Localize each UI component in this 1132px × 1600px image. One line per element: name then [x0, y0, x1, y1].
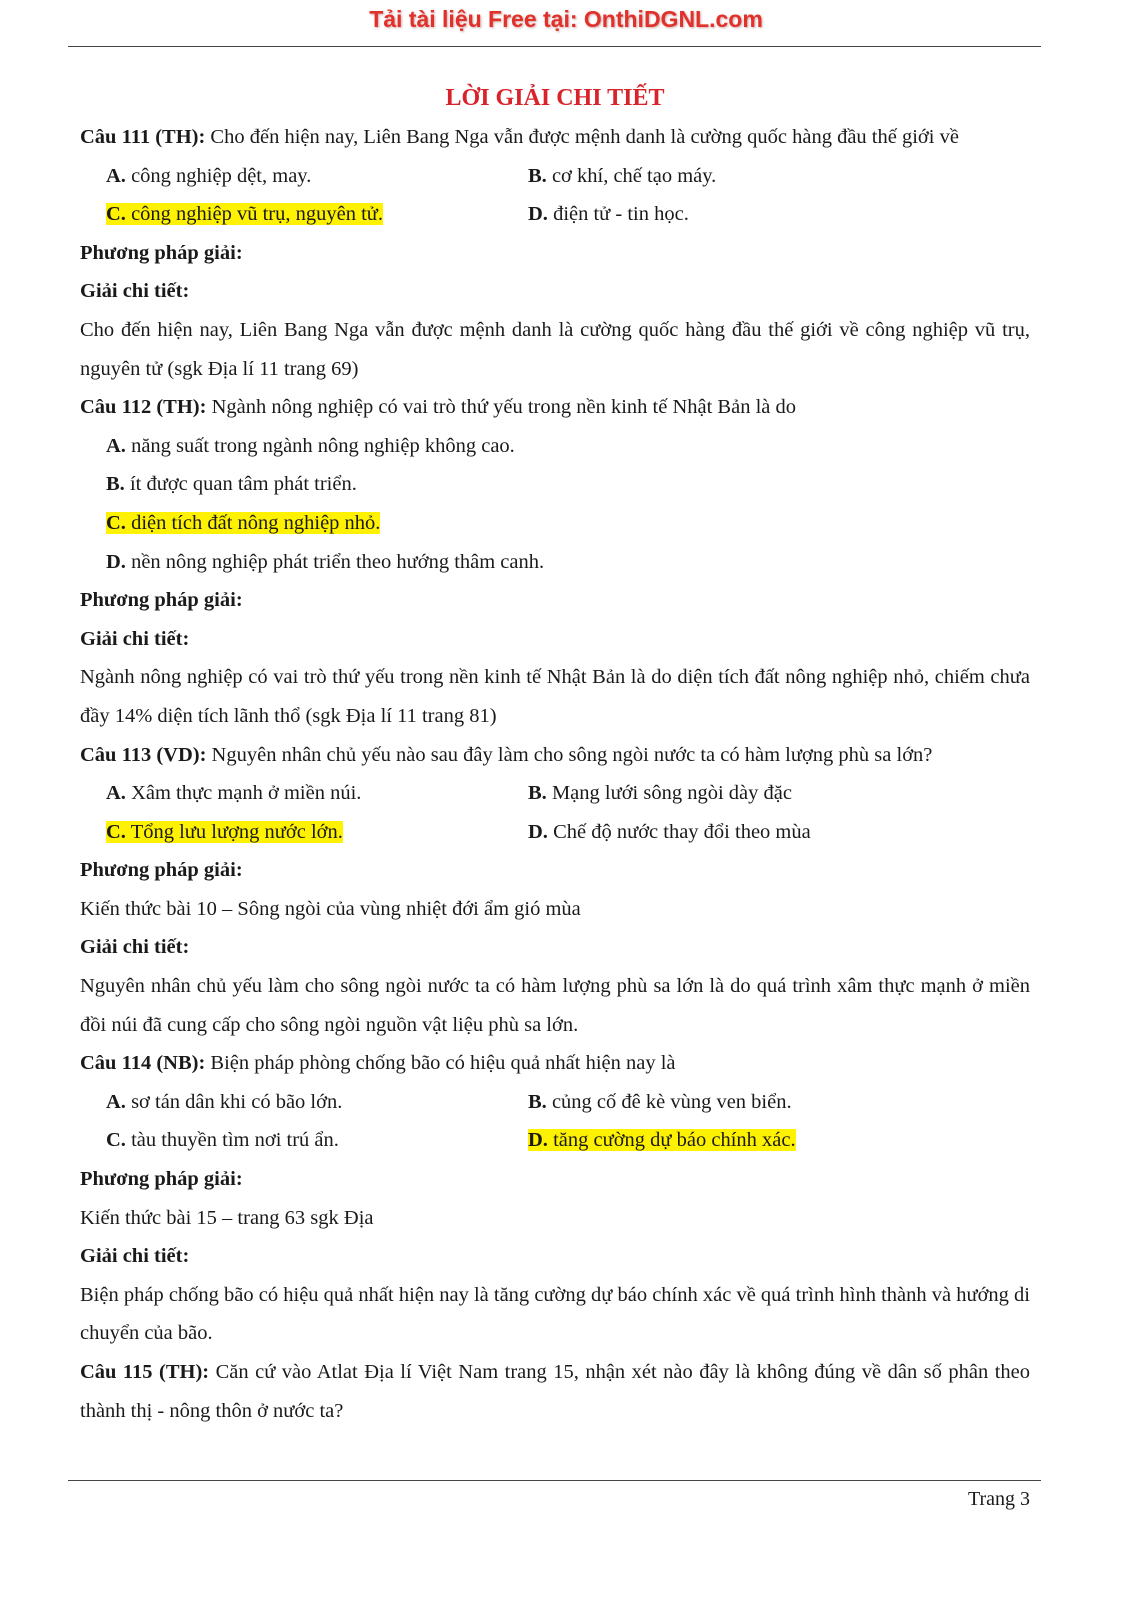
question-text: Ngành nông nghiệp có vai trò thứ yếu trong nền kinh tế Nhật Bản là do — [206, 396, 796, 419]
question-code: Câu 113 (VD): — [80, 743, 207, 766]
option-a: A. năng suất trong ngành nông nghiệp không cao. — [106, 434, 515, 457]
options-row — [80, 157, 1030, 196]
method-113: Kiến thức bài 10 – Sông ngòi của vùng nhiệt đới ẩm gió mùa — [80, 897, 581, 920]
option-c-correct: C. Tổng lưu lượng nước lớn. — [106, 820, 343, 843]
question-111 — [80, 118, 1030, 157]
option-d: D. nền nông nghiệp phát triển theo hướng thâm canh. — [106, 550, 545, 573]
page-title: LỜI GIẢI CHI TIẾT — [445, 85, 665, 111]
option-c-correct: C. diện tích đất nông nghiệp nhỏ. — [106, 511, 381, 534]
options-row — [80, 813, 1030, 852]
question-text: Cho đến hiện nay, Liên Bang Nga vẫn được mệnh danh là cường quốc hàng đầu thế giới về — [205, 126, 959, 148]
option-b: B. cơ khí, chế tạo máy. — [528, 164, 717, 187]
question-115 — [80, 1353, 1030, 1430]
question-code: Câu 111 (TH): — [80, 126, 206, 148]
page-number: Trang 3 — [967, 1488, 1030, 1510]
method-label: Phương pháp giải: — [80, 241, 243, 264]
option-d: D. điện tử - tin học. — [528, 203, 689, 226]
option-d: D. Chế độ nước thay đổi theo mùa — [528, 820, 811, 843]
question-112 — [80, 388, 1030, 427]
option-c: C. tàu thuyền tìm nơi trú ẩn. — [106, 1129, 339, 1152]
option-b: B. Mạng lưới sông ngòi dày đặc — [528, 782, 792, 805]
detail-label: Giải chi tiết: — [80, 627, 190, 650]
option-c-correct: C. công nghiệp vũ trụ, nguyên tử. — [106, 203, 384, 226]
option-b: B. ít được quan tâm phát triển. — [106, 473, 357, 496]
explanation-112: Ngành nông nghiệp có vai trò thứ yếu trong nền kinh tế Nhật Bản là do diện tích đất nông nghiệp nhỏ, chiếm chưa đầy 14% diện tích lãnh thổ (sgk Địa lí 11 trang 81) — [80, 666, 1030, 727]
header-divider — [68, 46, 1041, 47]
method-114: Kiến thức bài 15 – trang 63 sgk Địa — [80, 1206, 374, 1229]
options-row — [80, 1083, 1030, 1122]
question-114 — [80, 1044, 1030, 1083]
question-code: Câu 115 (TH): — [80, 1361, 210, 1383]
question-text: Nguyên nhân chủ yếu nào sau đây làm cho sông ngòi nước ta có hàm lượng phù sa lớn? — [206, 743, 933, 766]
explanation-114: Biện pháp chống bão có hiệu quả nhất hiện nay là tăng cường dự báo chính xác về quá trình hình thành và hướng di chuyển của bão. — [80, 1283, 1030, 1345]
question-text: Biện pháp phòng chống bão có hiệu quả nhất hiện nay là — [205, 1052, 676, 1075]
explanation-113: Nguyên nhân chủ yếu làm cho sông ngòi nước ta có hàm lượng phù sa lớn là do quá trình xâm thực mạnh ở miền đồi núi đã cung cấp cho sông ngòi nguồn vật liệu phù sa lớn. — [80, 975, 1030, 1036]
question-113 — [80, 736, 1030, 775]
detail-label: Giải chi tiết: — [80, 280, 190, 303]
explanation-111: Cho đến hiện nay, Liên Bang Nga vẫn được mệnh danh là cường quốc hàng đầu thế giới về công nghiệp vũ trụ, nguyên tử (sgk Địa lí 11 trang 69) — [80, 318, 1030, 380]
option-b: B. củng cố đê kè vùng ven biển. — [528, 1090, 792, 1113]
detail-label: Giải chi tiết: — [80, 936, 190, 959]
document-body — [80, 78, 1030, 1430]
method-label: Phương pháp giải: — [80, 1168, 243, 1191]
option-a: A. Xâm thực mạnh ở miền núi. — [106, 782, 362, 805]
question-code: Câu 114 (NB): — [80, 1052, 206, 1075]
detail-label: Giải chi tiết: — [80, 1245, 190, 1268]
options-row — [80, 195, 1030, 234]
question-code: Câu 112 (TH): — [80, 396, 207, 419]
site-header: Tải tài liệu Free tại: OnthiDGNL.com — [369, 6, 763, 32]
option-d-correct: D. tăng cường dự báo chính xác. — [528, 1129, 796, 1152]
question-text: Căn cứ vào Atlat Địa lí Việt Nam trang 15, nhận xét nào đây là không đúng về dân số phân theo thành thị - nông thôn ở nước ta? — [80, 1361, 1030, 1422]
options-row — [80, 774, 1030, 813]
footer-divider — [68, 1480, 1041, 1481]
option-a: A. sơ tán dân khi có bão lớn. — [106, 1090, 343, 1113]
option-a: A. công nghiệp dệt, may. — [106, 164, 312, 187]
options-row — [80, 1121, 1030, 1160]
method-label: Phương pháp giải: — [80, 589, 243, 612]
method-label: Phương pháp giải: — [80, 859, 243, 882]
